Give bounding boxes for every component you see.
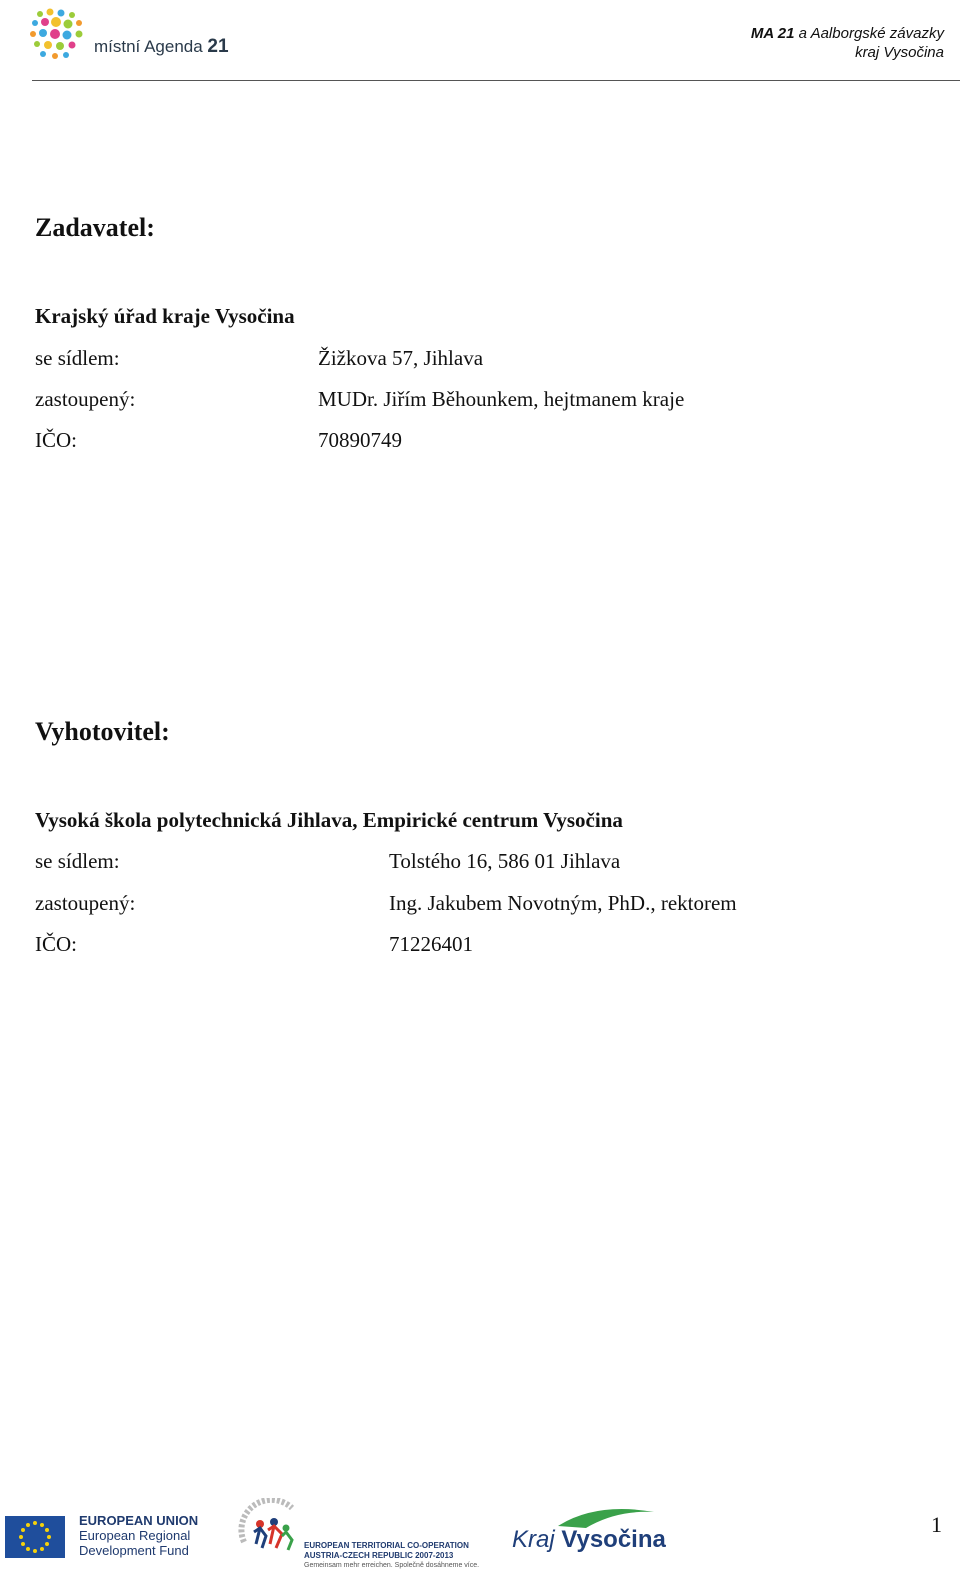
eu-flag-icon xyxy=(5,1516,65,1558)
etc-logo xyxy=(236,1498,306,1569)
vyhotovitel-row-ico xyxy=(35,932,895,958)
zadavatel-row-zastoupeny xyxy=(35,387,835,413)
row-value: Žižkova 57, Jihlava xyxy=(318,346,484,370)
row-label: IČO: xyxy=(35,428,77,452)
vyhotovitel-row-sidlo xyxy=(35,849,895,875)
row-label: IČO: xyxy=(35,932,77,956)
zadavatel-row-ico xyxy=(35,428,835,454)
zadavatel-heading: Zadavatel: xyxy=(35,213,155,242)
dots-logo-icon xyxy=(28,6,92,66)
page-number: 1 xyxy=(931,1512,942,1537)
vyhotovitel-heading: Vyhotovitel: xyxy=(35,717,170,746)
row-value: 71226401 xyxy=(389,932,473,956)
row-label: zastoupený: xyxy=(35,387,136,411)
row-value: MUDr. Jiřím Běhounkem, hejtmanem kraje xyxy=(318,387,685,411)
zadavatel-org: Krajský úřad kraje Vysočina xyxy=(35,304,295,328)
etc-text: EUROPEAN TERRITORIAL CO-OPERATION AUSTRIA-CZECH REPUBLIC 2007-2013 Gemeinsam mehr erreichen. Společně dosáhneme více. xyxy=(304,1541,480,1569)
ma21-logo-text: místní Agenda 21 xyxy=(94,36,229,57)
row-value: Tolstého 16, 586 01 Jihlava xyxy=(389,849,621,873)
row-label: se sídlem: xyxy=(35,346,120,370)
row-value: 70890749 xyxy=(318,428,402,452)
ma21-logo xyxy=(28,6,228,66)
header-title: MA 21 a Aalborgské závazky kraj Vysočina xyxy=(750,25,944,61)
row-label: zastoupený: xyxy=(35,891,136,915)
vyhotovitel-org: Vysoká škola polytechnická Jihlava, Empirické centrum Vysočina xyxy=(35,808,623,832)
vyhotovitel-row-zastoupeny xyxy=(35,891,895,917)
kraj-vysocina-logo: Kraj Vysočina xyxy=(512,1526,666,1553)
row-label: se sídlem: xyxy=(35,849,120,873)
cooperation-figures-icon xyxy=(236,1498,306,1564)
row-value: Ing. Jakubem Novotným, PhD., rektorem xyxy=(389,891,737,915)
header-divider xyxy=(32,80,960,81)
zadavatel-row-sidlo xyxy=(35,346,835,372)
eu-text: EUROPEAN UNION European Regional Development Fund xyxy=(79,1513,199,1558)
eu-logo xyxy=(5,1516,65,1563)
